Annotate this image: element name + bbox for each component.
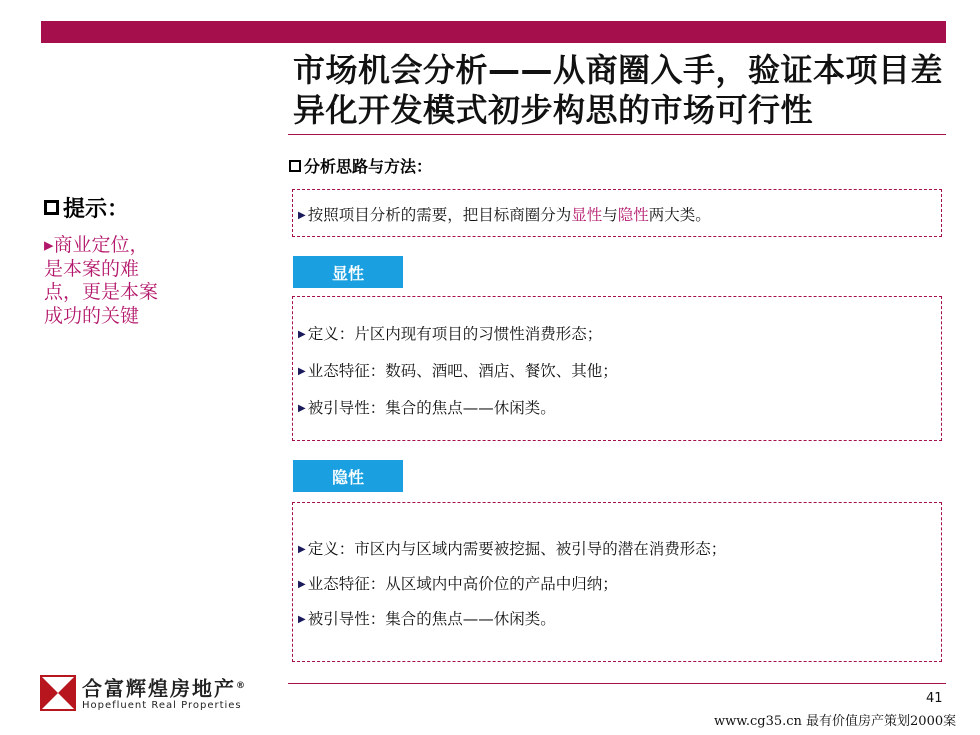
method-heading [289,154,432,177]
page-title [293,50,955,130]
bullet-triangle-icon: ▶ [298,579,306,590]
intro-line: ▶ 按照项目分析的需要，把目标商圈分为显性与隐性两大类。 [298,206,711,224]
explicit-item: ▶ 定义：片区内现有项目的习惯性消费形态； [298,325,603,343]
title-divider [288,134,946,135]
bullet-triangle-icon: ▶ [298,544,306,555]
logo-mark-icon [40,675,76,711]
hint-line-2: 是本案的难 [44,257,140,280]
method-heading-text: 分析思路与方法： [304,157,433,176]
footer-source: www.cg35.cn 最有价值房产策划2000案 [714,714,957,729]
company-logo [40,675,247,712]
hint-line-1: ▸商业定位， [44,234,149,256]
bullet-triangle-icon: ▶ [298,366,306,377]
hint-heading [44,192,129,223]
title-line-2: 异化开发模式初步构思的市场可行性 [293,91,814,129]
implicit-item: ▶ 被引导性：集合的焦点——休闲类。 [298,610,556,628]
bullet-triangle-icon: ▶ [298,210,306,221]
explicit-item: ▶ 被引导性：集合的焦点——休闲类。 [298,399,556,417]
checkbox-square-icon [289,160,301,172]
logo-name-cn: 合富辉煌房地产® [82,676,247,701]
bullet-triangle-icon: ▶ [298,614,306,625]
hint-line-4: 成功的关键 [44,304,140,327]
page-number: 41 [926,691,943,706]
explicit-item: ▶ 业态特征：数码、酒吧、酒店、餐饮、其他； [298,362,618,380]
implicit-item: ▶ 业态特征：从区域内中高价位的产品中归纳； [298,575,618,593]
hint-body [44,234,204,328]
top-banner-bar [41,21,946,43]
explicit-tag: 显性 [293,256,403,288]
implicit-item: ▶ 定义：市区内与区域内需要被挖掘、被引导的潜在消费形态； [298,540,727,558]
hint-line-3: 点，更是本案 [44,281,159,303]
title-line-1: 市场机会分析——从商圈入手，验证本项目差 [293,51,944,89]
bullet-triangle-icon: ▶ [298,329,306,340]
checkbox-square-icon [44,200,59,215]
logo-name-en: Hopefluent Real Properties [82,699,242,711]
footer-divider [288,683,946,684]
hint-heading-text: 提示： [63,197,130,222]
bullet-triangle-icon: ▶ [298,403,306,414]
implicit-tag: 隐性 [293,460,403,492]
